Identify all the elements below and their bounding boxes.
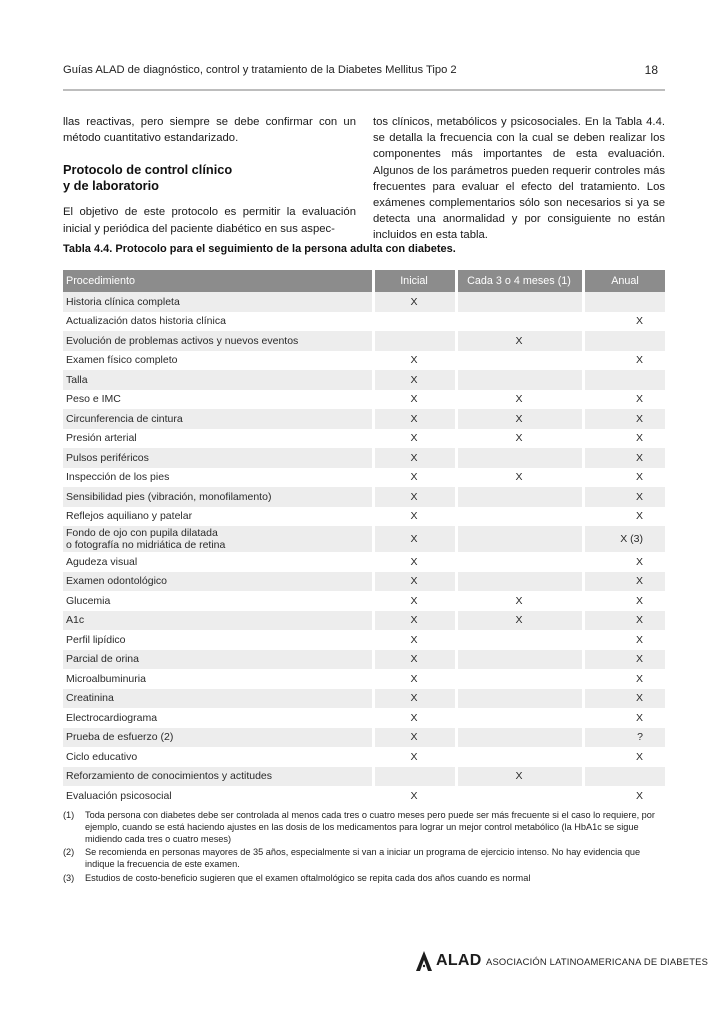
cell-cada-3-4-meses: X <box>515 432 523 445</box>
column-separator <box>372 572 375 592</box>
cell-anual: X <box>635 555 643 568</box>
cell-cada-3-4-meses: X <box>515 334 523 347</box>
cell-inicial: X <box>410 555 418 568</box>
cell-anual: X <box>635 594 643 607</box>
column-separator <box>372 507 375 527</box>
table-row <box>63 767 665 787</box>
footnote-number: (2) <box>63 847 75 858</box>
column-separator <box>582 351 585 371</box>
cell-cada-3-4-meses: X <box>515 770 523 783</box>
table-row <box>63 689 665 709</box>
logo-wordmark: ALAD <box>436 952 482 969</box>
table-row <box>63 650 665 670</box>
left-paragraph-2: El objetivo de este protocolo es permitir la evaluación inicial y periódica del paciente diabético en sus aspec- <box>63 206 356 235</box>
cell-anual: X <box>635 412 643 425</box>
cell-inicial: X <box>410 594 418 607</box>
column-separator <box>372 331 375 351</box>
cell-cada-3-4-meses <box>458 292 580 312</box>
cell-procedimiento: Examen físico completo <box>66 354 178 367</box>
table-body <box>63 292 665 806</box>
column-separator <box>582 611 585 631</box>
cell-procedimiento: Agudeza visual <box>66 555 138 568</box>
cell-procedimiento: Reforzamiento de conocimientos y actitudes <box>66 770 273 783</box>
section-title-line-1: Protocolo de control clínico <box>63 162 233 178</box>
section-title-line-2: y de laboratorio <box>63 178 159 194</box>
cell-inicial: X <box>410 731 418 744</box>
cell-text-line-2: o fotografía no midriática de retina <box>66 539 226 551</box>
column-separator <box>582 669 585 689</box>
cell-cada-3-4-meses <box>458 669 580 689</box>
column-separator <box>372 370 375 390</box>
column-separator <box>455 728 458 748</box>
cell-anual: X <box>635 692 643 705</box>
column-separator <box>372 767 375 787</box>
column-separator <box>582 370 585 390</box>
section-title <box>63 162 356 194</box>
cell-inicial: X <box>410 354 418 367</box>
column-separator <box>582 507 585 527</box>
cell-anual: X <box>635 672 643 685</box>
cell-anual: X (3) <box>620 533 643 545</box>
column-separator <box>455 370 458 390</box>
column-separator <box>372 650 375 670</box>
table-row <box>63 669 665 689</box>
cell-procedimiento: A1c <box>66 614 85 627</box>
column-separator <box>455 292 458 312</box>
cell-cada-3-4-meses <box>458 689 580 709</box>
cell-anual: X <box>635 451 643 464</box>
column-separator <box>455 591 458 611</box>
table-row <box>63 331 665 351</box>
cell-procedimiento: Glucemia <box>66 594 111 607</box>
cell-inicial: X <box>410 295 418 308</box>
table-row <box>63 552 665 572</box>
cell-inicial: X <box>410 471 418 484</box>
cell-inicial: X <box>410 373 418 386</box>
cell-procedimiento: Inspección de los pies <box>66 471 170 484</box>
cell-cada-3-4-meses: X <box>515 614 523 627</box>
table-row <box>63 630 665 650</box>
footnote <box>63 810 665 845</box>
column-separator <box>455 689 458 709</box>
column-separator <box>455 507 458 527</box>
cell-anual: X <box>635 653 643 666</box>
column-separator <box>455 390 458 410</box>
cell-inicial: X <box>410 432 418 445</box>
footnote-text: Estudios de costo-beneficio sugieren que el examen oftalmológico se repita cada dos años cuando es normal <box>85 872 531 883</box>
column-separator <box>455 526 458 552</box>
cell-procedimiento: Creatinina <box>66 692 114 705</box>
column-separator <box>455 331 458 351</box>
column-separator <box>372 669 375 689</box>
column-separator <box>582 689 585 709</box>
column-separator <box>372 292 375 312</box>
column-separator <box>582 630 585 650</box>
cell-cada-3-4-meses <box>458 786 580 806</box>
column-separator <box>582 650 585 670</box>
column-separator <box>372 429 375 449</box>
cell-inicial: X <box>410 393 418 406</box>
table-row <box>63 468 665 488</box>
column-separator <box>455 650 458 670</box>
right-column <box>373 114 665 244</box>
cell-procedimiento: Peso e IMC <box>66 393 121 406</box>
column-separator <box>372 689 375 709</box>
cell-procedimiento: Parcial de orina <box>66 653 139 666</box>
column-separator <box>455 669 458 689</box>
column-separator <box>582 526 585 552</box>
cell-inicial <box>374 331 454 351</box>
cell-inicial: X <box>410 711 418 724</box>
column-separator <box>372 786 375 806</box>
table-row <box>63 409 665 429</box>
right-paragraph: tos clínicos, metabólicos y psicosociales. En la Tabla 4.4. se detalla la frecuencia con la cual se deben realizar los componentes más importantes de esta evaluación. Algunos de los parámetros pueden requerir controles más frecuentes para evaluar el efecto del tratamiento. Los exámenes complementarios sólo son necesarios si ya se detecta una anormalidad y por consiguiente no están incluidos en esta tabla. <box>373 116 665 242</box>
protocol-table <box>63 270 665 806</box>
cell-cada-3-4-meses <box>458 630 580 650</box>
column-separator <box>582 312 585 332</box>
cell-anual: X <box>635 354 643 367</box>
column-separator <box>372 708 375 728</box>
column-separator <box>372 448 375 468</box>
column-separator <box>582 747 585 767</box>
cell-cada-3-4-meses: X <box>515 393 523 406</box>
column-separator <box>582 786 585 806</box>
cell-procedimiento: Circunferencia de cintura <box>66 412 183 425</box>
table-row <box>63 786 665 806</box>
column-separator <box>582 728 585 748</box>
cell-anual: X <box>635 633 643 646</box>
column-separator <box>455 487 458 507</box>
table-row <box>63 572 665 592</box>
cell-anual: X <box>635 750 643 763</box>
cell-text <box>66 527 225 551</box>
body-columns <box>63 114 665 242</box>
cell-anual <box>585 370 665 390</box>
table-footnotes <box>63 810 665 887</box>
cell-procedimiento: Historia clínica completa <box>66 295 180 308</box>
cell-cada-3-4-meses <box>458 552 580 572</box>
column-separator <box>372 487 375 507</box>
cell-inicial <box>374 767 454 787</box>
table-caption: Tabla 4.4. Protocolo para el seguimiento de la persona adulta con diabetes. <box>63 243 456 255</box>
column-separator <box>455 572 458 592</box>
alad-logo-icon <box>412 949 436 973</box>
column-separator <box>372 728 375 748</box>
column-separator <box>455 708 458 728</box>
cell-anual <box>585 331 665 351</box>
table-row <box>63 708 665 728</box>
cell-procedimiento: Perfil lipídico <box>66 633 126 646</box>
column-separator <box>582 552 585 572</box>
cell-inicial: X <box>410 633 418 646</box>
logo-subtitle: ASOCIACIÓN LATINOAMERICANA DE DIABETES <box>486 956 709 967</box>
cell-inicial: X <box>410 653 418 666</box>
column-separator <box>372 611 375 631</box>
table-header-row <box>63 270 665 292</box>
table-row <box>63 429 665 449</box>
cell-cada-3-4-meses <box>458 312 580 332</box>
column-separator <box>455 468 458 488</box>
table-row <box>63 747 665 767</box>
table-row <box>63 351 665 371</box>
cell-cada-3-4-meses <box>458 728 580 748</box>
table-row <box>63 526 665 552</box>
header-anual: Anual <box>611 275 639 287</box>
column-separator <box>582 409 585 429</box>
cell-cada-3-4-meses: X <box>515 594 523 607</box>
cell-procedimiento: Evaluación psicosocial <box>66 789 172 802</box>
cell-procedimiento: Presión arterial <box>66 432 137 445</box>
cell-cada-3-4-meses <box>458 448 580 468</box>
cell-inicial: X <box>410 692 418 705</box>
column-separator <box>372 630 375 650</box>
cell-cada-3-4-meses <box>458 351 580 371</box>
cell-inicial: X <box>410 412 418 425</box>
cell-anual: X <box>635 471 643 484</box>
cell-inicial <box>374 312 454 332</box>
column-separator <box>455 747 458 767</box>
cell-anual: X <box>635 490 643 503</box>
column-separator <box>372 270 375 292</box>
cell-procedimiento: Talla <box>66 373 88 386</box>
cell-inicial: X <box>410 614 418 627</box>
cell-cada-3-4-meses <box>458 650 580 670</box>
cell-procedimiento: Sensibilidad pies (vibración, monofilamento) <box>66 490 272 503</box>
column-separator <box>372 468 375 488</box>
table-row <box>63 487 665 507</box>
cell-inicial: X <box>410 490 418 503</box>
header-rule <box>63 89 665 91</box>
header-inicial: Inicial <box>400 275 428 287</box>
cell-cada-3-4-meses: X <box>515 412 523 425</box>
table-row <box>63 591 665 611</box>
cell-procedimiento <box>66 526 369 552</box>
column-separator <box>582 448 585 468</box>
alad-logo <box>412 949 709 973</box>
cell-procedimiento: Examen odontológico <box>66 575 167 588</box>
footnote-text: Toda persona con diabetes debe ser controlada al menos cada tres o cuatro meses pero puede ser más frecuente si el caso lo requiere, por ejemplo, cuando se está haciendo ajustes en las dosis de los medicamentos para lograr un mejor control metabólico (la HbA1c se sigue midiendo cada tres o cuatro meses) <box>85 810 655 844</box>
cell-inicial: X <box>410 533 418 545</box>
left-column <box>63 114 356 237</box>
cell-procedimiento: Electrocardiograma <box>66 711 158 724</box>
cell-cada-3-4-meses: X <box>515 471 523 484</box>
column-separator <box>372 390 375 410</box>
header-cada-3-4-meses: Cada 3 o 4 meses (1) <box>467 275 571 287</box>
column-separator <box>455 448 458 468</box>
footnote-number: (1) <box>63 810 75 820</box>
cell-inicial: X <box>410 575 418 588</box>
cell-anual: ? <box>637 731 643 744</box>
left-paragraph-1: llas reactivas, pero siempre se debe confirmar con un método cuantitativo estandarizado. <box>63 116 356 145</box>
column-separator <box>372 312 375 332</box>
column-separator <box>372 409 375 429</box>
column-separator <box>582 270 585 292</box>
column-separator <box>455 351 458 371</box>
column-separator <box>582 429 585 449</box>
cell-text-line-1: Fondo de ojo con pupila dilatada <box>66 527 218 539</box>
column-separator <box>582 487 585 507</box>
column-separator <box>372 591 375 611</box>
cell-anual: X <box>635 614 643 627</box>
cell-anual: X <box>635 432 643 445</box>
footnote-text: Se recomienda en personas mayores de 35 años, especialmente si van a iniciar un programa de ejercicio intenso. No hay evidencia que indique la frecuencia de este examen. <box>85 847 641 870</box>
table-row <box>63 390 665 410</box>
table-row <box>63 312 665 332</box>
cell-cada-3-4-meses <box>458 370 580 390</box>
cell-anual: X <box>635 711 643 724</box>
header-procedimiento: Procedimiento <box>66 275 136 287</box>
cell-anual <box>585 767 665 787</box>
column-separator <box>582 331 585 351</box>
cell-cada-3-4-meses <box>458 572 580 592</box>
table-row <box>63 448 665 468</box>
column-separator <box>455 552 458 572</box>
cell-anual: X <box>635 315 643 328</box>
cell-cada-3-4-meses <box>458 708 580 728</box>
running-header <box>63 62 658 82</box>
table-row <box>63 292 665 312</box>
column-separator <box>372 526 375 552</box>
table-row <box>63 370 665 390</box>
cell-inicial: X <box>410 789 418 802</box>
cell-procedimiento: Reflejos aquiliano y patelar <box>66 510 193 523</box>
cell-cada-3-4-meses <box>458 487 580 507</box>
column-separator <box>455 312 458 332</box>
column-separator <box>582 708 585 728</box>
cell-inicial: X <box>410 672 418 685</box>
footnote <box>63 847 665 871</box>
page-number: 18 <box>644 63 658 77</box>
cell-cada-3-4-meses <box>458 526 580 552</box>
column-separator <box>372 351 375 371</box>
cell-procedimiento: Actualización datos historia clínica <box>66 315 226 328</box>
cell-anual: X <box>635 575 643 588</box>
footnote <box>63 873 665 885</box>
column-separator <box>582 390 585 410</box>
column-separator <box>455 270 458 292</box>
cell-anual: X <box>635 510 643 523</box>
cell-procedimiento: Evolución de problemas activos y nuevos eventos <box>66 334 299 347</box>
column-separator <box>582 292 585 312</box>
column-separator <box>582 767 585 787</box>
footnote-number: (3) <box>63 872 75 883</box>
cell-procedimiento: Microalbuminuria <box>66 672 146 685</box>
cell-procedimiento: Pulsos periféricos <box>66 451 149 464</box>
table-row <box>63 728 665 748</box>
column-separator <box>582 468 585 488</box>
cell-anual: X <box>635 789 643 802</box>
column-separator <box>372 552 375 572</box>
running-header-title: Guías ALAD de diagnóstico, control y tratamiento de la Diabetes Mellitus Tipo 2 <box>63 64 457 76</box>
cell-procedimiento: Ciclo educativo <box>66 750 138 763</box>
column-separator <box>455 786 458 806</box>
column-separator <box>455 611 458 631</box>
column-separator <box>455 409 458 429</box>
column-separator <box>455 767 458 787</box>
table-row <box>63 507 665 527</box>
cell-anual: X <box>635 393 643 406</box>
cell-inicial: X <box>410 750 418 763</box>
cell-anual <box>585 292 665 312</box>
column-separator <box>455 429 458 449</box>
cell-cada-3-4-meses <box>458 507 580 527</box>
cell-cada-3-4-meses <box>458 747 580 767</box>
column-separator <box>582 591 585 611</box>
column-separator <box>582 572 585 592</box>
column-separator <box>455 630 458 650</box>
cell-procedimiento: Prueba de esfuerzo (2) <box>66 731 174 744</box>
cell-inicial: X <box>410 451 418 464</box>
table-row <box>63 611 665 631</box>
column-separator <box>372 747 375 767</box>
cell-inicial: X <box>410 510 418 523</box>
